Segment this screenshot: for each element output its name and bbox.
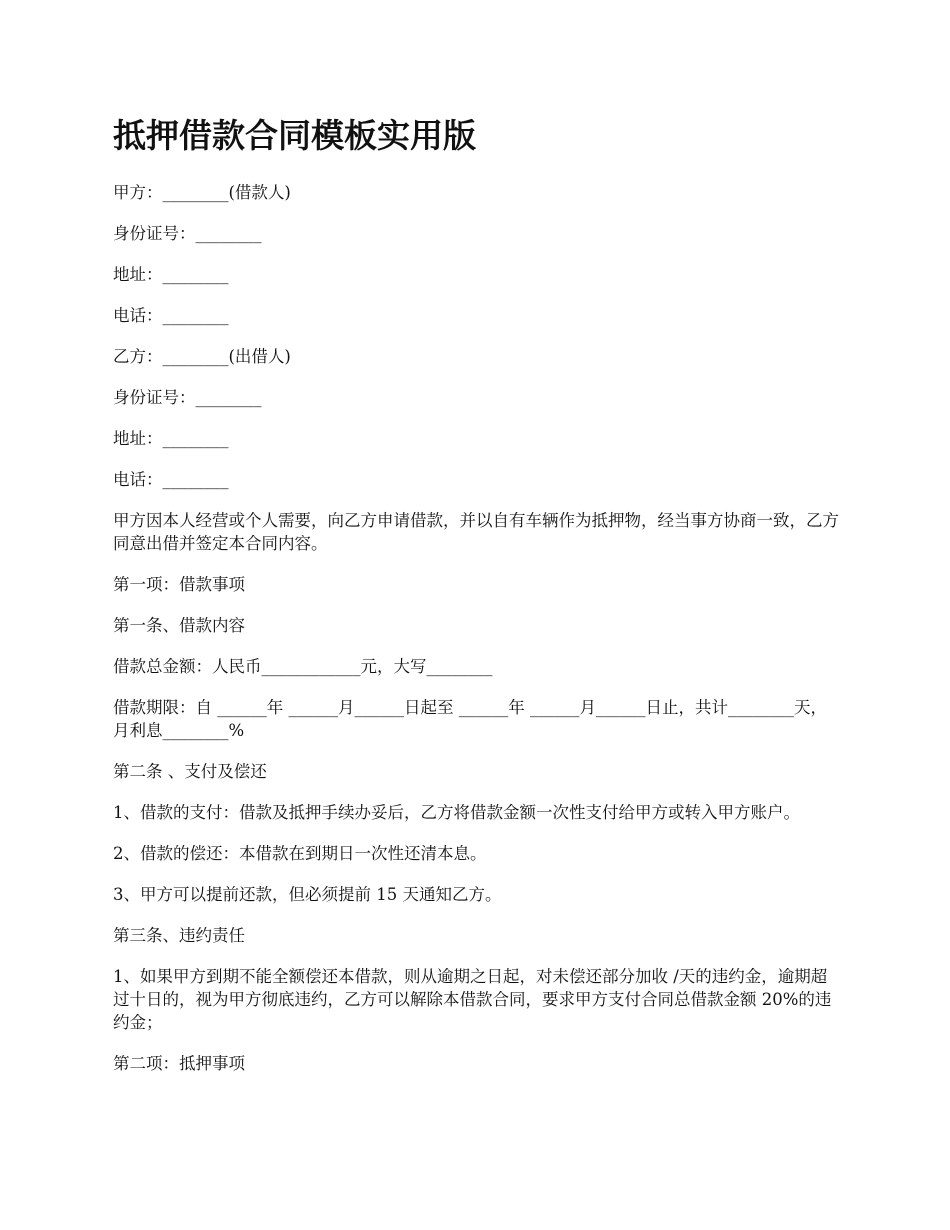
party-b-address: 地址：________	[113, 429, 229, 448]
party-b-name: 乙方：________(出借人)	[113, 347, 291, 366]
party-b-phone: 电话：________	[113, 470, 229, 489]
article-heading-breach-liability: 第三条、违约责任	[113, 926, 245, 945]
document-body	[113, 112, 840, 1093]
clause-loan-payment: 1、借款的支付：借款及抵押手续办妥后，乙方将借款金额一次性支付给甲方或转入甲方账户。	[113, 803, 800, 822]
article-heading-payment-repayment: 第二条 、支付及偿还	[113, 762, 267, 781]
document-title: 抵押借款合同模板实用版	[113, 116, 476, 155]
party-a-name: 甲方：________(借款人)	[113, 183, 291, 202]
party-a-phone: 电话：________	[113, 306, 229, 325]
party-a-address: 地址：________	[113, 265, 229, 284]
party-b-id-number: 身份证号：________	[113, 388, 262, 407]
loan-term: 借款期限：自 ______年 ______月______日起至 ______年 ______月______日止，共计________天，月利息________%	[113, 698, 827, 740]
section-heading-mortgage-matters: 第二项：抵押事项	[113, 1054, 245, 1073]
preamble-paragraph: 甲方因本人经营或个人需要，向乙方申请借款，并以自有车辆作为抵押物，经当事方协商一致，乙方同意出借并签定本合同内容。	[113, 511, 839, 553]
clause-early-repayment: 3、甲方可以提前还款，但必须提前 15 天通知乙方。	[113, 885, 502, 904]
section-heading-loan-matters: 第一项：借款事项	[113, 575, 245, 594]
clause-breach-penalty: 1、如果甲方到期不能全额偿还本借款，则从逾期之日起，对未偿还部分加收 /天的违约金，逾期超过十日的，视为甲方彻底违约，乙方可以解除本借款合同，要求甲方支付合同总借款金额 20%的违约金；	[113, 967, 832, 1032]
article-heading-loan-content: 第一条、借款内容	[113, 616, 245, 635]
loan-total-amount: 借款总金额：人民币____________元，大写________	[113, 657, 493, 676]
clause-loan-repayment: 2、借款的偿还：本借款在到期日一次性还清本息。	[113, 844, 487, 863]
party-a-id-number: 身份证号：________	[113, 224, 262, 243]
